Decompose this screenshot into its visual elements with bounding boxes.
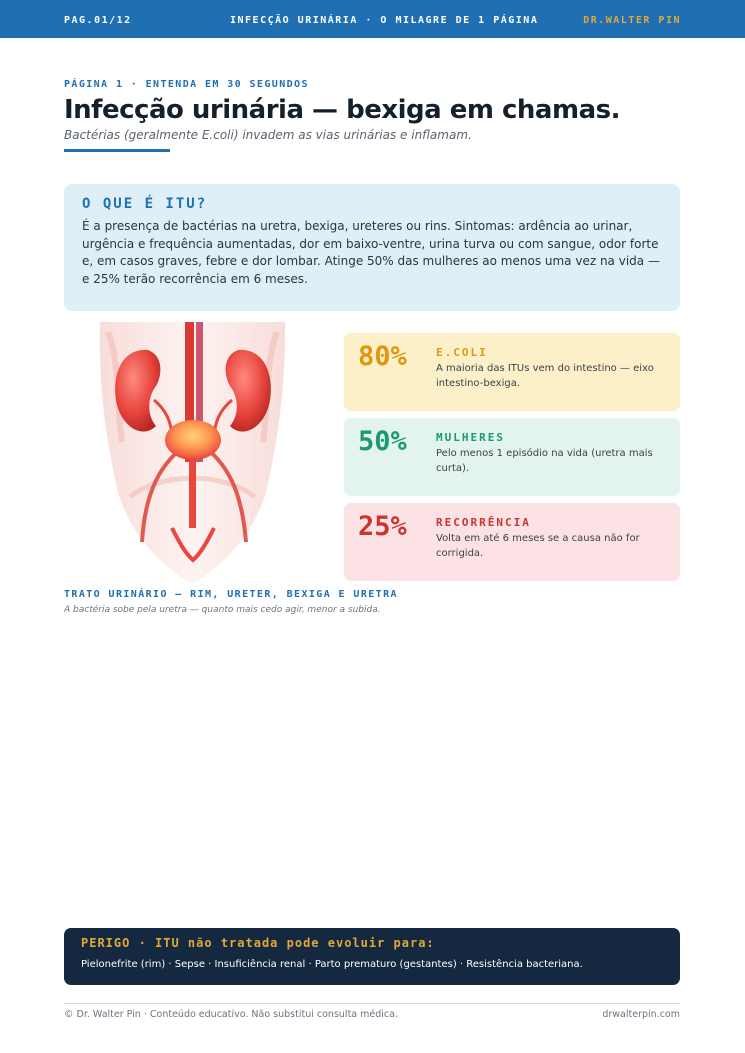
danger-items: Pielonefrite (rim) · Sepse · Insuficiência renal · Parto prematuro (gestantes) · Resistência bacteriana. (81, 959, 583, 970)
author-name: DR.WALTER PIN (583, 15, 681, 26)
footer-disclaimer: © Dr. Walter Pin · Conteúdo educativo. Não substitui consulta médica. (64, 1009, 398, 1020)
stat-card-recurrence (344, 503, 680, 581)
stat-description: A maioria das ITUs vem do intestino — eixo intestino-bexiga. (436, 363, 654, 389)
stat-value: 50% (358, 426, 407, 457)
stat-label: MULHERES (436, 431, 505, 444)
title-underline (64, 149, 170, 152)
page-number: PAG.01/12 (64, 15, 132, 26)
danger-box (64, 928, 680, 985)
page-subtitle: Bactérias (geralmente E.coli) invadem as vias urinárias e inflamam. (64, 128, 472, 142)
page-title: Infecção urinária — bexiga em chamas. (64, 95, 620, 125)
illustration-caption-title: TRATO URINÁRIO — RIM, URETER, BEXIGA E URETRA (64, 589, 398, 600)
illustration-caption-subtitle: A bactéria sobe pela uretra — quanto mais cedo agir, menor a subida. (64, 605, 381, 615)
danger-heading: PERIGO · ITU não tratada pode evoluir para: (81, 936, 435, 950)
footer-divider (64, 1003, 680, 1004)
stat-label: E.COLI (436, 346, 488, 359)
header-title: INFECÇÃO URINÁRIA · O MILAGRE DE 1 PÁGINA (230, 15, 539, 26)
footer-website-link[interactable]: drwalterpin.com (602, 1009, 680, 1020)
stat-value: 25% (358, 511, 407, 542)
stat-description: Volta em até 6 meses se a causa não for corrigida. (436, 533, 640, 559)
stat-card-ecoli (344, 333, 680, 411)
stat-value: 80% (358, 341, 407, 372)
what-is-body: É a presença de bactérias na uretra, bexiga, ureteres ou rins. Sintomas: ardência ao urinar, urgência e frequência aumentadas, dor em baixo-ventre, urina turva ou com sangue, odor forte e, em casos graves, febre e dor lombar. Atinge 50% das mulheres ao menos uma vez na vida — e 25% terão recorrência em 6 meses. (82, 219, 660, 286)
urinary-tract-image (90, 322, 295, 584)
stat-card-women (344, 418, 680, 496)
what-is-uti-box (64, 184, 680, 311)
urinary-tract-illustration (90, 322, 295, 584)
stat-description: Pelo menos 1 episódio na vida (uretra mais curta). (436, 448, 653, 474)
stat-label: RECORRÊNCIA (436, 516, 531, 529)
top-bar (0, 0, 745, 38)
what-is-heading: O QUE É ITU? (82, 196, 208, 212)
page-kicker: PÁGINA 1 · ENTENDA EM 30 SEGUNDOS (64, 79, 309, 90)
